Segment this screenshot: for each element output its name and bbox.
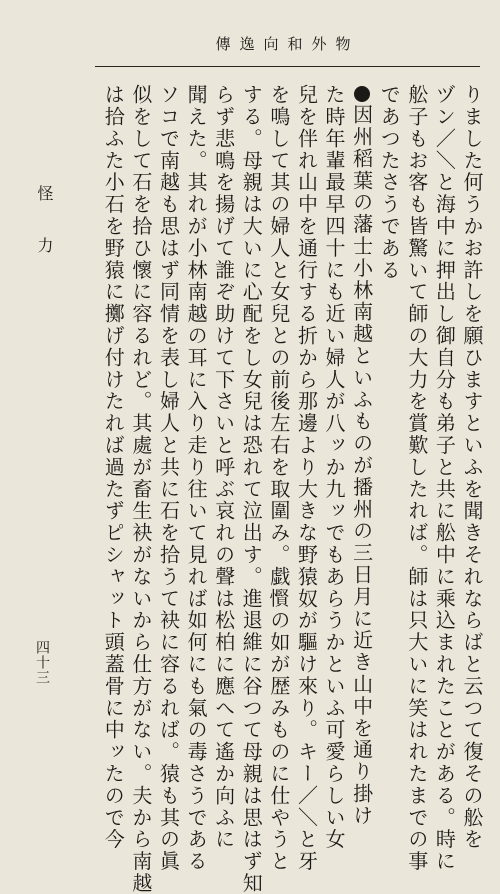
- text-column: りました何うかお許しを願ひますといふを聞きそれならばと云つて復その舩を: [460, 84, 484, 851]
- body-text: [95, 84, 485, 894]
- section-mark-icon: [354, 86, 370, 102]
- text-column: であつたさうである: [377, 84, 402, 282]
- header-rule: [95, 66, 480, 67]
- chapter-title: 怪力: [35, 185, 54, 289]
- text-column: 兒を伴れ山中を通行する折から那邊より大きな野猿奴が驅け來り。キー／＼と牙: [294, 84, 319, 873]
- text-column: らず悲鳴を揚げて誰ぞ助けて下さいと呼ぶ哀れの聲は松柏に應へて遙か向ふに: [211, 84, 236, 851]
- text-column-content: 因州稻葉の藩士小林南越といふものが播州の三日月に近き山中を通り掛け: [349, 104, 374, 827]
- text-column: 似をして石を拾ひ懷に容るれど。其處が畜生袂がないから仕方がない。夫から南越: [128, 84, 153, 894]
- text-column: 舩子もお客も皆驚いて師の大力を賞歎したれば。師は只大いに笑はれたまでの事: [404, 84, 429, 873]
- text-column: する。母親は大いに心配をし女兒は恐れて泣出す。進退維に谷つて母親は思はず知: [239, 84, 264, 894]
- text-column: は拾ふた小石を野猿に擲げ付けたれば過たずピシャット頭蓋骨に中ッたので今: [101, 84, 126, 851]
- text-column: ソコで南越も思はず同情を表し婦人と共に石を拾うて袂に容るれば。猿も其の眞: [156, 84, 181, 873]
- text-column: ヅン／＼と海中に押出し御自分も弟子と共に舩中に乘込まれたことがある。時に: [432, 84, 457, 873]
- text-column: た時年輩最早四十にも近い婦人が八ッか九ッでもあらうかといふ可愛らしい女: [322, 84, 347, 851]
- page-number: 四十三: [34, 640, 50, 685]
- text-column: 聞えた。其れが小林南越の耳に入り走り往いて見れば如何にも氣の毒さうである: [184, 84, 209, 873]
- running-head: 傳逸向和外物: [215, 34, 360, 53]
- text-column: を鳴して其の婦人と女兒との前後左右を取圍み。戯𢤞の如が歴みものに仕やうと: [266, 84, 291, 873]
- text-column-with-mark: [347, 84, 375, 827]
